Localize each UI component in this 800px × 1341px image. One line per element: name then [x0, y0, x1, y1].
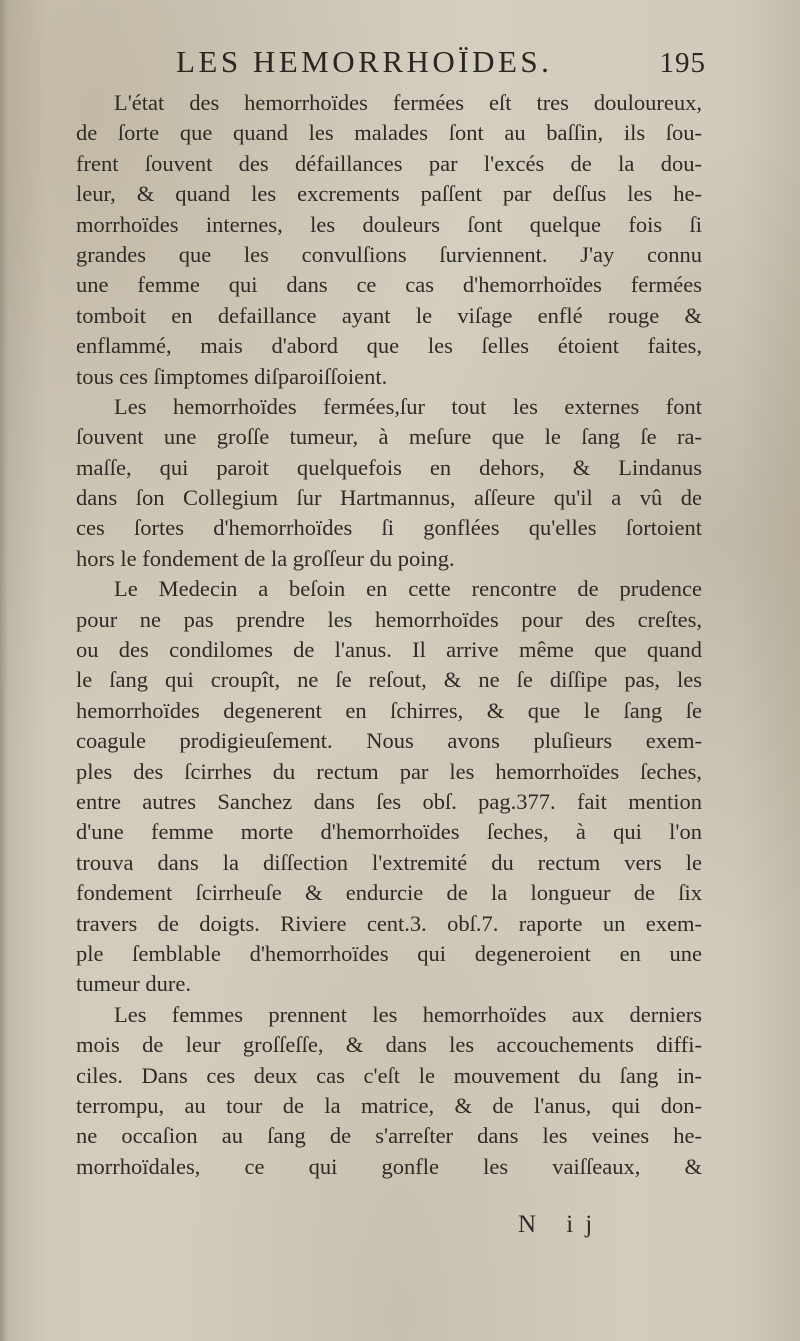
text-line: ciles. Dans ces deux cas c'eſt le mouvement du ſang in- — [76, 1062, 702, 1088]
text-line: tous ces ſimptomes diſparoiſſoient. — [76, 363, 388, 389]
text-line: ces ſortes d'hemorrhoïdes ſi gonflées qu'elles ſortoient — [76, 515, 702, 541]
text-line: tomboit en defaillance ayant le viſage enflé rouge & — [76, 302, 702, 328]
text-line: travers de doigts. Riviere cent.3. obſ.7. raporte un exem- — [76, 910, 702, 936]
page-header — [176, 44, 706, 88]
text-line: une femme qui dans ce cas d'hemorrhoïdes fermées — [76, 272, 702, 298]
paragraph — [76, 1000, 702, 1182]
text-line: terrompu, au tour de la matrice, & de l'anus, qui don- — [76, 1092, 702, 1118]
text-line: dans ſon Collegium ſur Hartmannus, aſſeure qu'il a vû de — [76, 485, 702, 511]
text-line: Les femmes prennent les hemorrhoïdes aux derniers — [114, 1001, 702, 1027]
text-line: ne occaſion au ſang de s'arreſter dans les veines he- — [76, 1123, 702, 1149]
paragraph — [76, 574, 702, 999]
text-line: leur, & quand les excrements paſſent par deſſus les he- — [76, 181, 702, 207]
text-line: tumeur dure. — [76, 971, 191, 997]
paragraph — [76, 392, 702, 574]
text-line: maſſe, qui paroit quelquefois en dehors, & Lindanus — [76, 454, 702, 480]
text-line: le ſang qui croupît, ne ſe reſout, & ne ſe diſſipe pas, les — [76, 667, 702, 693]
text-line: frent ſouvent des défaillances par l'excés de la dou- — [76, 150, 702, 176]
text-line: morrhoïdes internes, les douleurs ſont quelque fois ſi — [76, 211, 702, 237]
running-title: LES HEMORRHOÏDES. — [176, 44, 553, 79]
text-line: d'une femme morte d'hemorrhoïdes ſeches, à qui l'on — [76, 819, 702, 845]
text-line: pour ne pas prendre les hemorrhoïdes pour des creſtes, — [76, 606, 702, 632]
body-text — [76, 88, 702, 1182]
text-line: Les hemorrhoïdes fermées,ſur tout les externes font — [114, 393, 702, 419]
text-line: L'état des hemorrhoïdes fermées eſt tres douloureux, — [114, 90, 702, 115]
text-line: fondement ſcirrheuſe & endurcie de la longueur de ſix — [76, 880, 702, 906]
text-line: ples des ſcirrhes du rectum par les hemorrhoïdes ſeches, — [76, 758, 702, 784]
paragraph — [76, 88, 702, 392]
text-line: Le Medecin a beſoin en cette rencontre de prudence — [114, 576, 702, 602]
text-line: ou des condilomes de l'anus. Il arrive même que quand — [76, 637, 702, 663]
text-line: morrhoïdales, ce qui gonfle les vaiſſeaux, & — [76, 1153, 702, 1179]
text-line: trouva dans la diſſection l'extremité du rectum vers le — [76, 849, 702, 875]
text-line: enflammé, mais d'abord que les ſelles étoient faites, — [76, 333, 702, 359]
text-line: coagule prodigieuſement. Nous avons pluſieurs exem- — [76, 728, 702, 754]
text-line: de ſorte que quand les malades ſont au baſſin, ils ſou- — [76, 120, 702, 146]
text-line: grandes que les convulſions ſurviennent. J'ay connu — [76, 241, 702, 267]
text-line: hors le fondement de la groſſeur du poing. — [76, 545, 455, 571]
text-line: hemorrhoïdes degenerent en ſchirres, & que le ſang ſe — [76, 697, 702, 723]
text-line: mois de leur groſſeſſe, & dans les accouchements diffi- — [76, 1032, 702, 1058]
text-line: entre autres Sanchez dans ſes obſ. pag.377. fait mention — [76, 788, 702, 814]
text-line: ſouvent une groſſe tumeur, à meſure que le ſang ſe ra- — [76, 424, 702, 450]
text-line: ple ſemblable d'hemorrhoïdes qui degeneroient en une — [76, 940, 702, 966]
signature-mark: N ij — [518, 1211, 605, 1238]
page-number: 195 — [659, 47, 706, 79]
